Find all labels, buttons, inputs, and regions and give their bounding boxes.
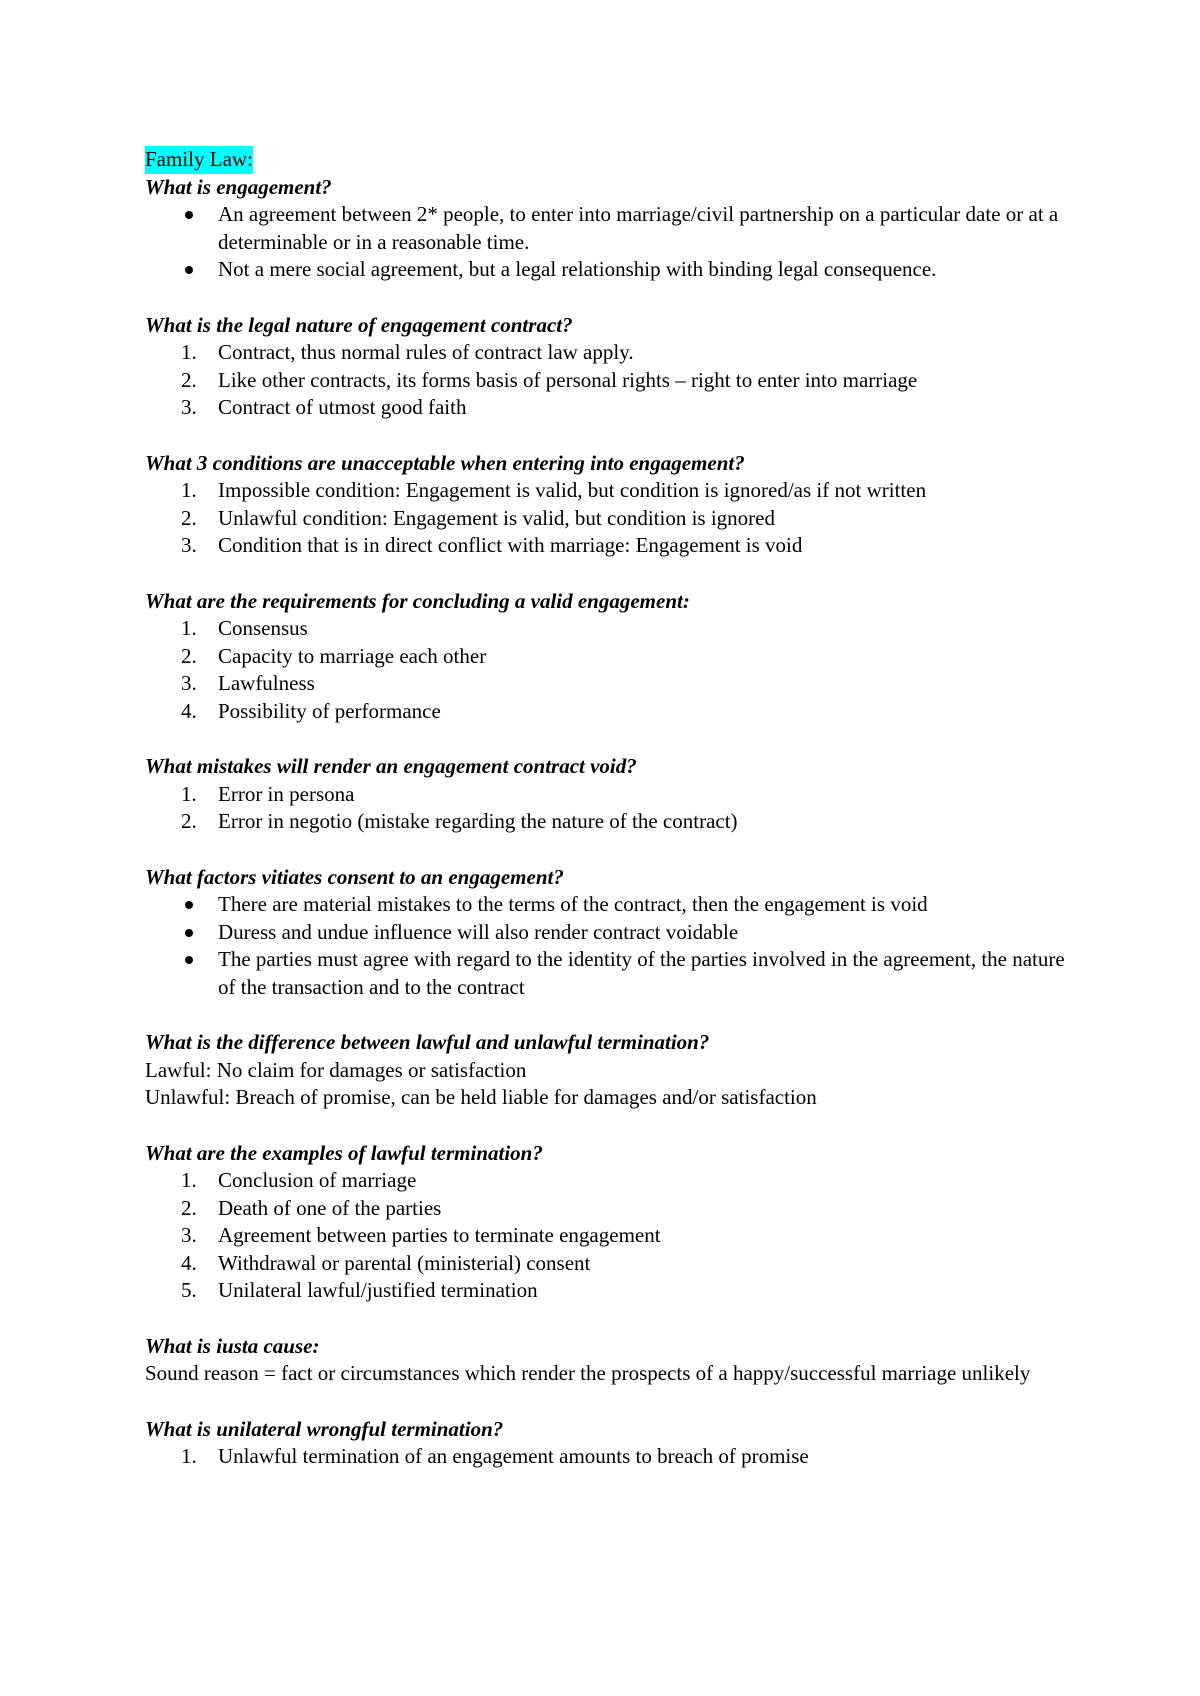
paragraph-line: Sound reason = fact or circumstances which render the prospects of a happy/successful marriage unlikely	[145, 1361, 1031, 1385]
section-question: What is engagement?	[145, 174, 332, 199]
list-item	[145, 1195, 1065, 1223]
list-number: 1.	[181, 478, 197, 502]
list-item	[145, 1167, 1065, 1195]
list-item-text: Agreement between parties to terminate engagement	[218, 1223, 661, 1247]
list-number: 2.	[181, 809, 197, 833]
list-item	[145, 1277, 1065, 1305]
list-number: 4.	[181, 698, 197, 723]
list-item-text: Possibility of performance	[218, 698, 441, 723]
list-item-text: Capacity to marriage each other	[218, 643, 487, 668]
list-item-text: Consensus	[218, 616, 308, 640]
list-number: 2.	[181, 1195, 197, 1220]
list-item-text: Conclusion of marriage	[218, 1168, 417, 1192]
list-item-text: Contract, thus normal rules of contract law apply.	[218, 340, 634, 364]
list-number: 1.	[181, 781, 197, 806]
section-question: What are the requirements for concluding a valid engagement:	[145, 588, 690, 613]
section-question: What is the legal nature of engagement contract?	[145, 312, 573, 337]
list-item	[145, 670, 1065, 698]
list-item-text: Lawfulness	[218, 671, 315, 695]
list-number: 1.	[181, 1168, 197, 1192]
list-item-text: Condition that is in direct conflict with marriage: Engagement is void	[218, 533, 803, 557]
section-unilateral-wrongful-termination	[145, 1416, 1065, 1471]
list-item	[145, 1443, 1065, 1471]
paragraph-line: Unlawful: Breach of promise, can be held liable for damages and/or satisfaction	[145, 1085, 817, 1109]
section-lawful-termination-examples	[145, 1140, 1065, 1305]
list-item: Not a mere social agreement, but a legal relationship with binding legal consequence.	[145, 256, 1065, 284]
section-what-is-engagement	[145, 174, 1065, 284]
document-page	[145, 146, 1065, 1499]
list-item: Duress and undue influence will also render contract voidable	[145, 919, 1065, 947]
section-legal-nature	[145, 312, 1065, 422]
section-question: What factors vitiates consent to an engagement?	[145, 864, 564, 889]
numbered-list	[145, 781, 1065, 836]
list-item-text: Unlawful termination of an engagement amounts to breach of promise	[218, 1444, 809, 1468]
list-item-text: Impossible condition: Engagement is valid, but condition is ignored/as if not written	[218, 478, 927, 502]
list-number: 2.	[181, 643, 197, 668]
section-valid-engagement-requirements	[145, 588, 1065, 726]
section-lawful-vs-unlawful	[145, 1029, 1065, 1112]
list-item-text: Like other contracts, its forms basis of personal rights – right to enter into marriage	[218, 367, 918, 392]
list-item	[145, 615, 1065, 643]
list-number: 2.	[181, 367, 197, 392]
list-number: 3.	[181, 395, 197, 419]
section-question: What 3 conditions are unacceptable when entering into engagement?	[145, 450, 745, 475]
list-item	[145, 1222, 1065, 1250]
list-item	[145, 367, 1065, 395]
bullet-list	[145, 891, 1065, 1001]
section-unacceptable-conditions	[145, 450, 1065, 560]
list-item	[145, 532, 1065, 560]
section-question: What is unilateral wrongful termination?	[145, 1416, 504, 1441]
list-item-text: Unlawful condition: Engagement is valid, but condition is ignored	[218, 505, 775, 530]
list-number: 1.	[181, 1444, 197, 1468]
list-number: 3.	[181, 533, 197, 557]
list-item	[145, 781, 1065, 809]
list-item	[145, 339, 1065, 367]
numbered-list	[145, 1167, 1065, 1305]
numbered-list	[145, 1443, 1065, 1471]
list-item-text: Error in persona	[218, 781, 355, 806]
list-item-text: Withdrawal or parental (ministerial) consent	[218, 1250, 591, 1275]
section-question: What are the examples of lawful termination?	[145, 1140, 543, 1165]
section-vitiated-consent	[145, 864, 1065, 1002]
list-item-text: Death of one of the parties	[218, 1195, 442, 1220]
numbered-list	[145, 477, 1065, 560]
list-item-text: Error in negotio (mistake regarding the nature of the contract)	[218, 809, 738, 833]
list-number: 3.	[181, 1223, 197, 1247]
section-question: What is iusta cause:	[145, 1333, 320, 1358]
list-item	[145, 477, 1065, 505]
list-item	[145, 394, 1065, 422]
section-void-mistakes	[145, 753, 1065, 836]
list-item	[145, 808, 1065, 836]
numbered-list	[145, 339, 1065, 422]
list-number: 1.	[181, 340, 197, 364]
list-item	[145, 505, 1065, 533]
numbered-list	[145, 615, 1065, 725]
list-number: 1.	[181, 616, 197, 640]
section-iusta-cause	[145, 1333, 1065, 1388]
list-item: An agreement between 2* people, to enter into marriage/civil partnership on a particular date or at a determinable or in a reasonable time.	[145, 201, 1065, 256]
list-number: 5.	[181, 1278, 197, 1302]
list-item	[145, 1250, 1065, 1278]
list-item: The parties must agree with regard to the identity of the parties involved in the agreement, the nature of the transaction and to the contract	[145, 946, 1065, 1001]
bullet-list	[145, 201, 1065, 284]
list-number: 4.	[181, 1250, 197, 1275]
document-title-row	[145, 146, 1065, 174]
list-item-text: Unilateral lawful/justified termination	[218, 1278, 538, 1302]
section-question: What is the difference between lawful and unlawful termination?	[145, 1030, 710, 1054]
list-item	[145, 643, 1065, 671]
list-item: There are material mistakes to the terms of the contract, then the engagement is void	[145, 891, 1065, 919]
paragraph-line: Lawful: No claim for damages or satisfaction	[145, 1057, 527, 1082]
document-title: Family Law:	[145, 146, 253, 174]
list-item-text: Contract of utmost good faith	[218, 395, 467, 419]
list-item	[145, 698, 1065, 726]
list-number: 3.	[181, 671, 197, 695]
list-number: 2.	[181, 505, 197, 530]
section-question: What mistakes will render an engagement contract void?	[145, 754, 637, 778]
